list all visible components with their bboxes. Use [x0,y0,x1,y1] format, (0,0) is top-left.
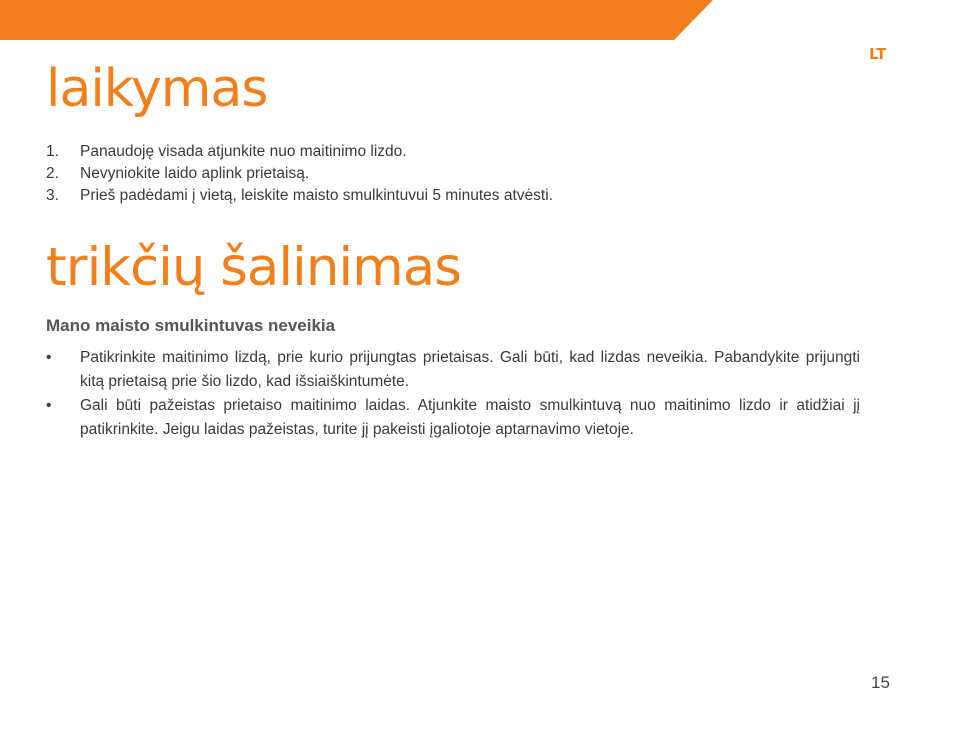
section-title-troubleshooting: trikčių šalinimas [46,237,461,298]
page-number: 15 [871,673,890,692]
step-text: Prieš padėdami į vietą, leiskite maisto smulkintuvui 5 minutes atvėsti. [80,187,553,204]
step-text: Panaudoję visada atjunkite nuo maitinimo lizdo. [80,143,407,160]
language-code: LT [869,45,887,63]
bullet-text: Gali būti pažeistas prietaiso maitinimo laidas. Atjunkite maisto smulkintuvą nuo maitinimo lizdo ir atidžiai jį patikrinkite. Jeigu laidas pažeistas, turite jį pakeisti įgaliotoje aptarnavimo vietoje. [80,397,860,438]
list-item [46,394,860,441]
step-text: Nevyniokite laido aplink prietaisą. [80,165,310,182]
step-number: 2. [46,165,59,182]
problem-heading: Mano maisto smulkintuvas neveikia [46,316,336,335]
bullet-text: Patikrinkite maitinimo lizdą, prie kurio prijungtas prietaisas. Gali būti, kad lizdas neveikia. Pabandykite prijungti kitą prietaisą prie šio lizdo, kad išsiaiškintumėte. [80,349,860,390]
step-number: 3. [46,187,59,204]
step-number: 1. [46,143,59,160]
bullet-marker: • [46,349,52,366]
storage-steps-list [46,141,866,207]
list-item [46,163,866,185]
troubleshooting-bullets [46,346,860,442]
header-color-band [0,0,954,40]
list-item [46,346,860,393]
bullet-marker: • [46,397,52,414]
section-title-storage: laikymas [46,59,268,119]
list-item [46,185,866,207]
list-item [46,141,866,163]
